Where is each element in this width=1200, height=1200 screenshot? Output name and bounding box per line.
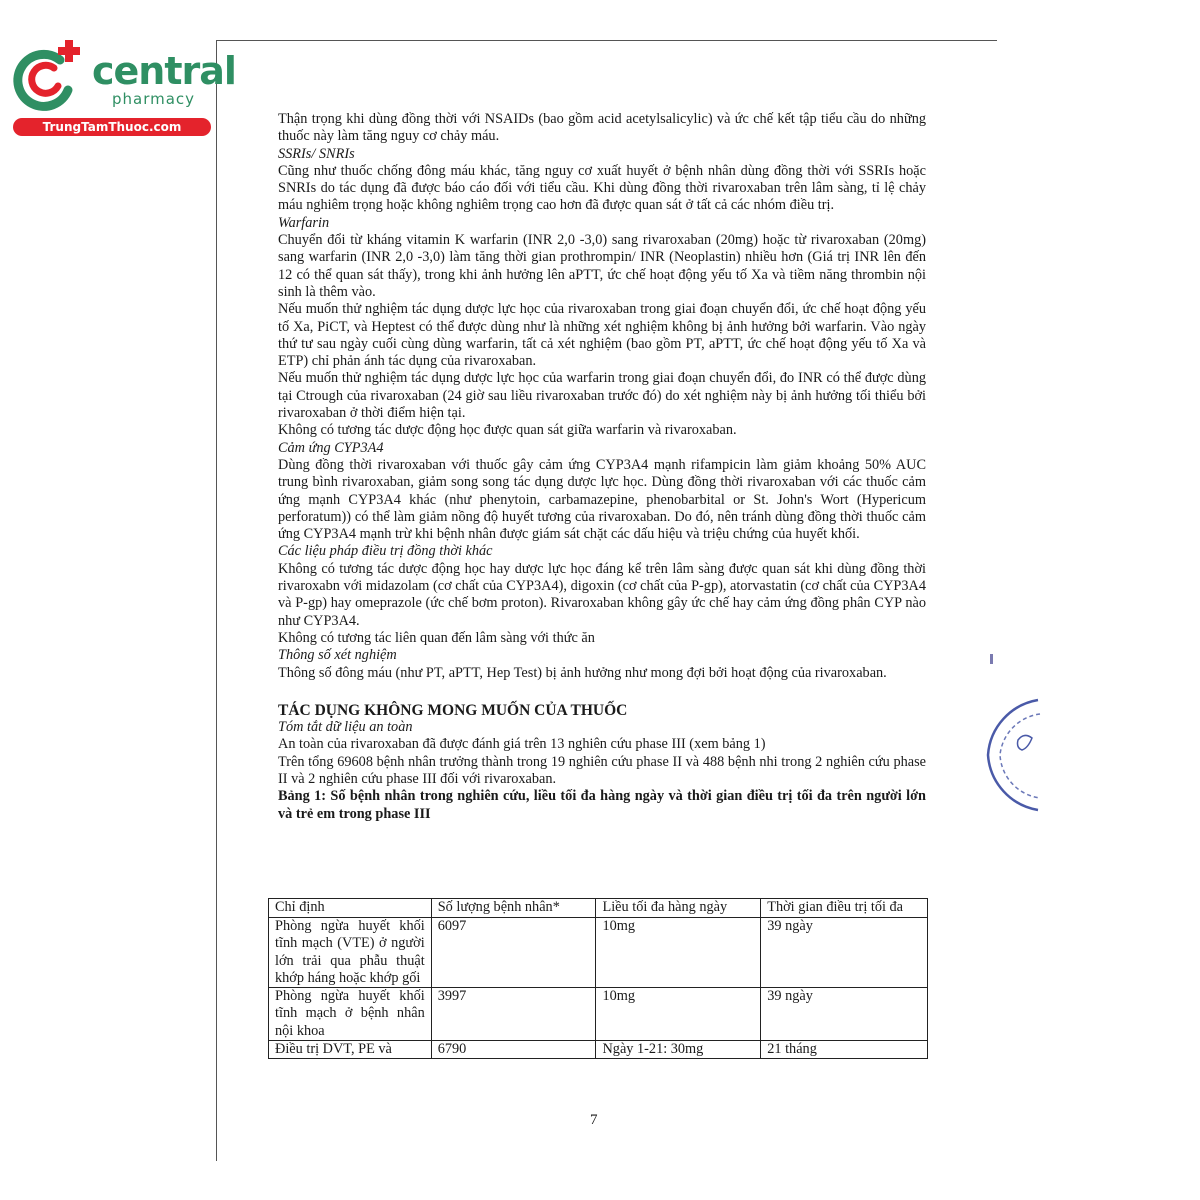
table-cell: 10mg <box>596 988 761 1041</box>
table-cell: 10mg <box>596 918 761 988</box>
paragraph: Thận trọng khi dùng đồng thời với NSAIDs (bao gồm acid acetylsalicylic) và ức chế kết tập tiểu cầu do những thuốc này làm tăng nguy cơ chảy máu. <box>278 111 926 145</box>
section-title: TÁC DỤNG KHÔNG MONG MUỐN CỦA THUỐC <box>278 701 628 719</box>
table-row <box>269 988 928 1041</box>
subheading: Warfarin <box>278 214 330 231</box>
pharmacy-cross-logo-icon <box>10 38 88 116</box>
paragraph: Không có tương tác liên quan đến lâm sàng với thức ăn <box>278 629 595 646</box>
table-cell: 6097 <box>431 918 596 988</box>
paragraph: Không có tương tác dược động học hay dược lực học đáng kể trên lâm sàng được quan sát khi dùng đồng thời rivaroxabn với midazolam (cơ chất của CYP3A4), digoxin (cơ chất của P-gp), atorvastatin (cơ chất của CYP3A4 và P-gp) hay omeprazole (ức chế bơm proton). Rivaroxaban không gây ức chế hay cảm ứng đồng phân CYP nào như CYP3A4. <box>278 560 926 629</box>
patients-table <box>268 898 928 1059</box>
table-row <box>269 1041 928 1059</box>
subheading: Các liệu pháp điều trị đồng thời khác <box>278 543 493 560</box>
table-caption: Bảng 1: Số bệnh nhân trong nghiên cứu, liều tối đa hàng ngày và thời gian điều trị tối đa trên người lớn và trẻ em trong phase III <box>278 788 926 822</box>
subheading: Tóm tắt dữ liệu an toàn <box>278 719 413 736</box>
table-header-cell: Liều tối đa hàng ngày <box>596 899 761 918</box>
scan-mark <box>990 654 993 664</box>
table-header-cell: Thời gian điều trị tối đa <box>761 899 928 918</box>
subheading: SSRIs/ SNRIs <box>278 145 355 162</box>
table-cell: 39 ngày <box>761 918 928 988</box>
logo-site-link[interactable]: TrungTamThuoc.com <box>13 118 211 136</box>
subheading: Thông số xét nghiệm <box>278 647 397 664</box>
table-row <box>269 918 928 988</box>
paragraph: Dùng đồng thời rivaroxaban với thuốc gây cảm ứng CYP3A4 mạnh rifampicin làm giảm khoảng 50% AUC trung bình rivaroxaban, giảm song song tác dụng dược lực học. Dùng đồng thời rivaroxaban với các thuốc cảm ứng mạnh CYP3A4 khác (như phenytoin, carbamazepine, phenobarbital or St. John's Wort (Hypericum perforatum)) có thể làm giảm nồng độ huyết tương của rivaroxaban. Do đó, nên tránh dùng đồng thời thuốc cảm ứng CYP3A4 mạnh trừ khi bệnh nhân được giám sát chặt các dấu hiệu và triệu chứng của huyết khối. <box>278 456 926 543</box>
table-cell: Ngày 1-21: 30mg <box>596 1041 761 1059</box>
central-pharmacy-logo[interactable] <box>10 38 236 138</box>
pharma-stamp-icon <box>978 680 1048 830</box>
table-cell: 21 tháng <box>761 1041 928 1059</box>
paragraph: An toàn của rivaroxaban đã được đánh giá trên 13 nghiên cứu phase III (xem bảng 1) <box>278 736 766 753</box>
paragraph: Trên tổng 69608 bệnh nhân trưởng thành trong 19 nghiên cứu phase II và 488 bệnh nhi trong 2 nghiên cứu phase II và 2 nghiên cứu phase III đối với rivaroxaban. <box>278 753 926 787</box>
paragraph: Cũng như thuốc chống đông máu khác, tăng nguy cơ xuất huyết ở bệnh nhân dùng đồng thời với SSRIs hoặc SNRIs do tác dụng đã được báo cáo đối với tiểu cầu. Khi dùng đồng thời rivaroxaban trên lâm sàng, tỉ lệ chảy máu nghiêm trọng hoặc không nghiêm trọng cao hơn đã được quan sát ở tất cả các nhóm điều trị. <box>278 162 926 214</box>
table-cell: Phòng ngừa huyết khối tĩnh mạch ở bệnh nhân nội khoa <box>269 988 432 1041</box>
paragraph: Nếu muốn thử nghiệm tác dụng dược lực học của rivaroxaban trong giai đoạn chuyển đổi, ức chế hoạt động yếu tố Xa, PiCT, và Heptest có thể được dùng như là những xét nghiệm không bị ảnh hưởng bởi warfarin. Vào ngày thứ tư sau ngày cuối cùng dùng warfarin, tất cả xét nghiệm (bao gồm PT, aPTT, ức chế hoạt động yếu tố Xa và ETP) chỉ phản ánh tác dụng của rivaroxaban. <box>278 301 926 370</box>
logo-brand-text: central <box>92 49 236 93</box>
table-cell: 39 ngày <box>761 988 928 1041</box>
subheading: Cảm ứng CYP3A4 <box>278 439 384 456</box>
paragraph: Chuyển đổi từ kháng vitamin K warfarin (INR 2,0 -3,0) sang rivaroxaban (20mg) hoặc từ rivaroxaban (20mg) sang warfarin (INR 2,0 -3,0) làm tăng thời gian prothrompin/ INR (Neoplastin) nhiều hơn (Giá trị INR lên đến 12 có thể quan sát thấy), trong khi ảnh hưởng lên aPTT, ức chế hoạt động yếu tố Xa và tiềm năng thrombin nội sinh là thêm vào. <box>278 232 926 300</box>
table-header-cell: Số lượng bệnh nhân* <box>431 899 596 918</box>
table-cell: 3997 <box>431 988 596 1041</box>
table-cell: Điều trị DVT, PE và <box>269 1041 432 1059</box>
table-cell: Phòng ngừa huyết khối tĩnh mạch (VTE) ở người lớn trải qua phẫu thuật khớp háng hoặc khớp gối <box>269 918 432 988</box>
logo-sub-text: pharmacy <box>112 90 196 108</box>
document-body <box>278 111 926 823</box>
table-cell: 6790 <box>431 1041 596 1059</box>
paragraph: Không có tương tác dược động học được quan sát giữa warfarin và rivaroxaban. <box>278 422 737 439</box>
table-header-cell: Chỉ định <box>269 899 432 918</box>
table-header-row <box>269 899 928 918</box>
paragraph: Nếu muốn thử nghiệm tác dụng dược lực học của warfarin trong giai đoạn chuyển đổi, đo INR có thể được dùng tại Ctrough của rivaroxaban (24 giờ sau liều rivaroxaban trước đó) do xét nghiệm này bị ảnh hưởng tối thiểu bởi rivaroxaban ở thời điểm hiện tại. <box>278 370 926 422</box>
paragraph: Thông số đông máu (như PT, aPTT, Hep Test) bị ảnh hưởng như mong đợi bởi hoạt động của rivaroxaban. <box>278 664 887 681</box>
page-number: 7 <box>590 1112 598 1128</box>
